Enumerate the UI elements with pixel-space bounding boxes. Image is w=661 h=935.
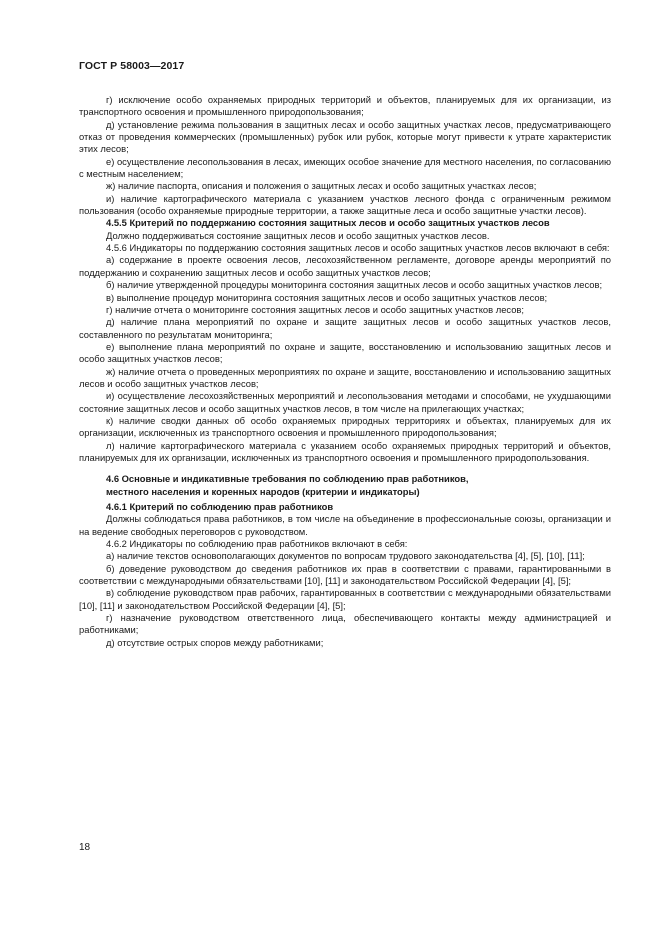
section-heading-line: местного населения и коренных народов (критерии и индикаторы) [106, 485, 420, 497]
paragraph: ж) наличие паспорта, описания и положения о защитных лесах и особо защитных участках лесов; [106, 180, 537, 192]
paragraph: 4.6.2 Индикаторы по соблюдению прав работников включают в себя: [106, 538, 408, 550]
paragraph: в) соблюдение руководством прав рабочих, гарантированных в соответствии с международными обязательствами [10], [11] и законодательством Российской Федерации [4], [5]; [79, 587, 611, 611]
paragraph: к) наличие сводки данных об особо охраняемых природных территориях и объектах, планируемых для их организации, исключенных из транспортного освоения и промышленного природопользования; [79, 414, 611, 439]
paragraph: б) наличие утвержденной процедуры мониторинга состояния защитных лесов и особо защитных участков лесов; [106, 279, 603, 291]
document-header: ГОСТ Р 58003—2017 [79, 60, 185, 72]
paragraph: б) доведение руководством до сведения работников их прав в соответствии с правами, гарантированными в соответствии с международными обязательствами [10], [11] и законодательством Российской Федерации [4], [5]; [79, 562, 611, 587]
paragraph: Должны соблюдаться права работников, в том числе на объединение в профессиональные союзы, организации и на ведение свободных переговоров с руководством. [79, 513, 611, 537]
criterion-heading: 4.6.1 Критерий по соблюдению прав работников [106, 501, 334, 512]
paragraph: в) выполнение процедур мониторинга состояния защитных лесов и особо защитных участков лесов; [106, 291, 548, 303]
paragraph: Должно поддерживаться состояние защитных лесов и особо защитных участков лесов. [106, 229, 490, 241]
criterion-heading: 4.5.5 Критерий по поддержанию состояния защитных лесов и особо защитных участков лесов [106, 217, 550, 229]
page-number: 18 [79, 842, 91, 853]
paragraph: и) наличие картографического материала с указанием участков лесного фонда с ограниченным режимом пользования (особо охраняемые природные территории, а также защитные леса и особо защитные участки лесов). [79, 192, 611, 217]
paragraph: г) исключение особо охраняемых природных территорий и объектов, планируемых для их организации, из транспортного освоения и промышленного природопользования; [79, 94, 611, 118]
section-heading [79, 473, 611, 498]
section-heading-line: 4.6 Основные и индикативные требования по соблюдению прав работников, [106, 473, 469, 485]
paragraph: а) наличие текстов основополагающих документов по вопросам трудового законодательства [4], [5], [10], [11]; [106, 550, 585, 562]
paragraph: и) осуществление лесохозяйственных мероприятий и лесопользования методами и способами, не ухудшающими состояние защитных лесов и особо защитных участков лесов, в том числе на прилегающих участках; [79, 390, 611, 414]
paragraph: д) наличие плана мероприятий по охране и защите защитных лесов и особо защитных участков лесов, составленного по результатам мониторинга; [79, 316, 611, 340]
paragraph: е) выполнение плана мероприятий по охране и защите, восстановлению и использованию защитных лесов и особо защитных участков лесов; [79, 340, 611, 365]
paragraph: г) назначение руководством ответственного лица, обеспечивающего контакты между администрацией и работниками; [79, 612, 611, 636]
paragraph: а) содержание в проекте освоения лесов, лесохозяйственном регламенте, договоре аренды мероприятий по поддержанию и сохранению защитных лесов и особо защитных участков лесов; [79, 254, 611, 278]
paragraph: е) осуществление лесопользования в лесах, имеющих особое значение для местного населения, по согласованию с местным населением; [79, 155, 611, 180]
paragraph: д) отсутствие острых споров между работниками; [106, 636, 324, 648]
paragraph: д) установление режима пользования в защитных лесах и особо защитных участках лесов, предусматривающего отказ от проведения коммерческих (промышленных) рубок или рубок, которые могут привести к утрате характеристик этих лесов; [79, 118, 611, 155]
paragraph: 4.5.6 Индикаторы по поддержанию состояния защитных лесов и особо защитных участков лесов включают в себя: [106, 242, 610, 254]
paragraph: ж) наличие отчета о проведенных мероприятиях по охране и защите, восстановлению и использованию защитных лесов и особо защитных участков лесов; [79, 365, 611, 389]
document-body [79, 94, 611, 649]
paragraph: г) наличие отчета о мониторинге состояния защитных лесов и особо защитных участков лесов; [106, 303, 525, 315]
paragraph: л) наличие картографического материала с указанием особо охраняемых природных территорий и объектов, планируемых для их организации, исключенных из транспортного освоения и промышленного природопользования. [79, 439, 611, 463]
